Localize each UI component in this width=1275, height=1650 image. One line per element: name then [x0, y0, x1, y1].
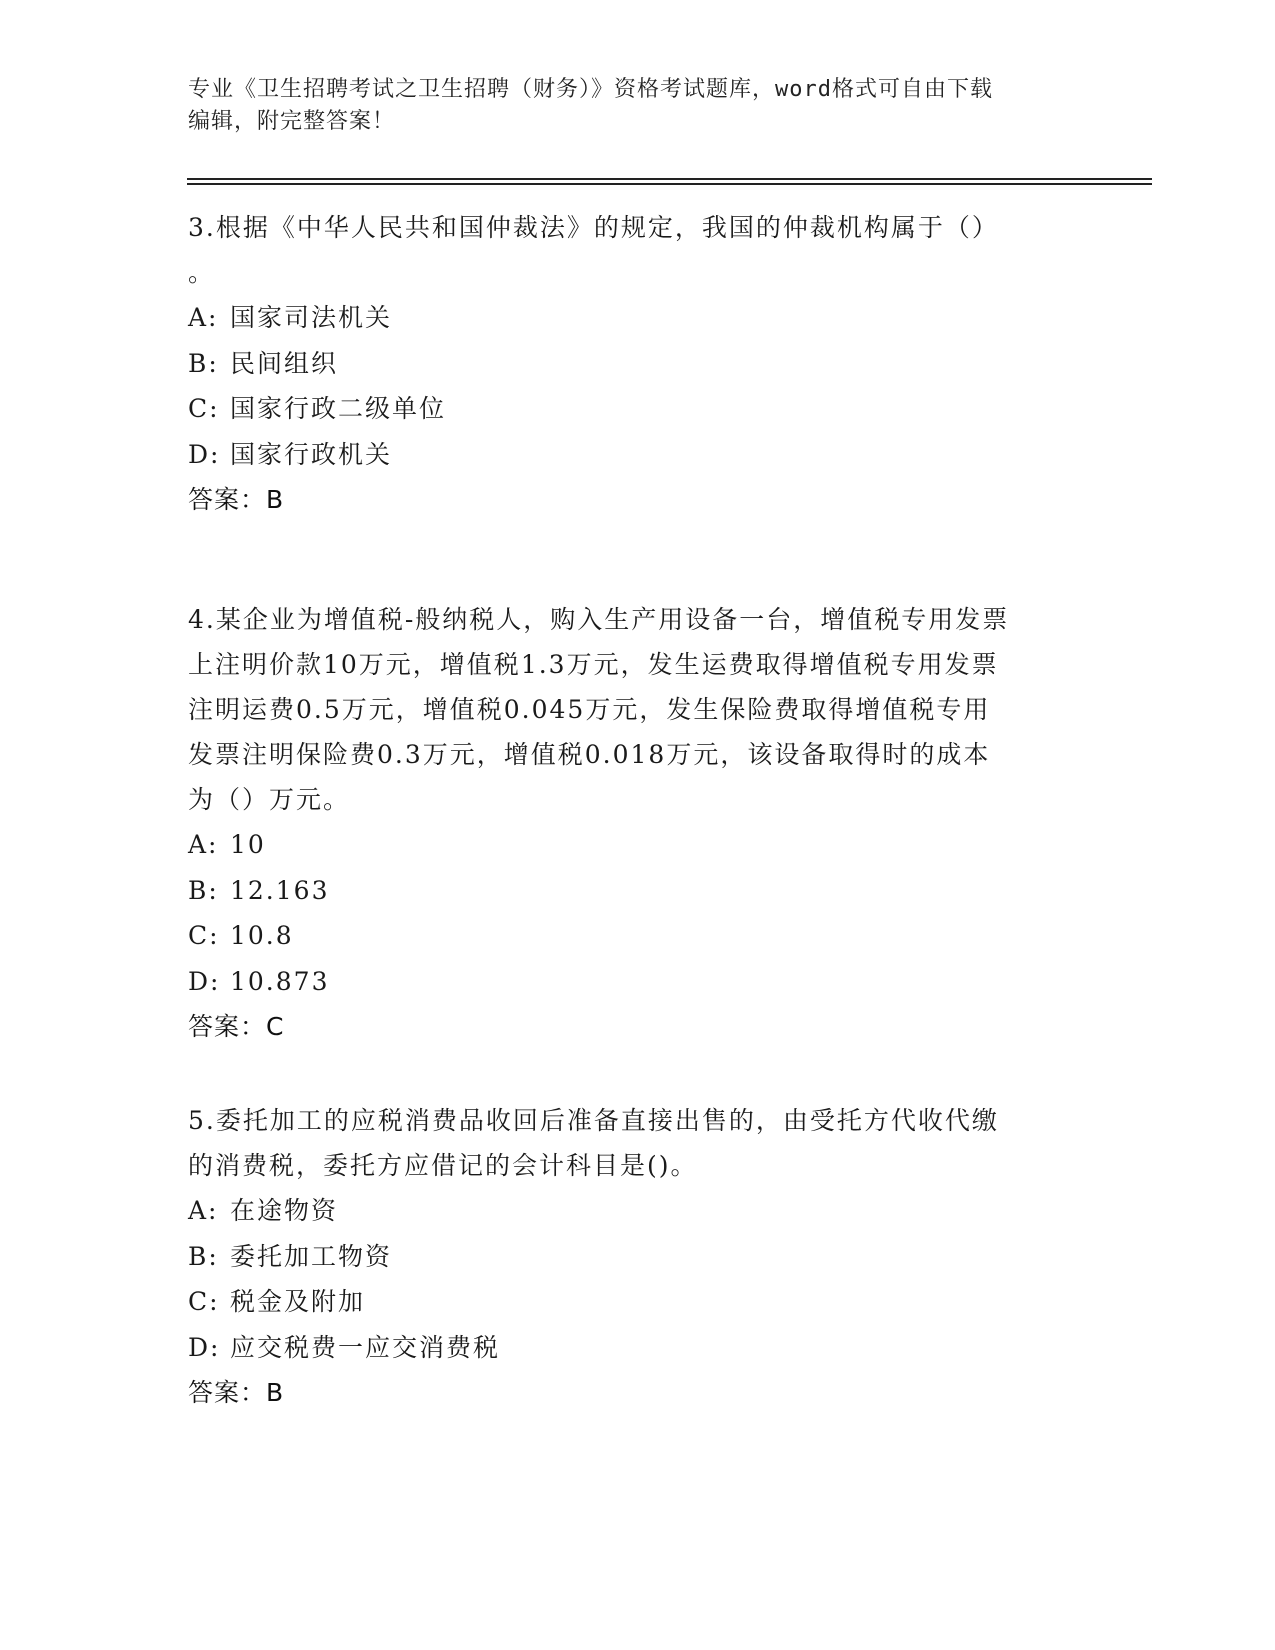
- option-list: [188, 295, 1068, 477]
- stem-line: 5.委托加工的应税消费品收回后准备直接出售的，由受托方代收代缴: [188, 1106, 999, 1135]
- option-b: B: 民间组织: [188, 348, 339, 378]
- option-d: D: 10.873: [188, 966, 330, 996]
- option-c: C: 10.8: [188, 921, 294, 950]
- option-a: A: 国家司法机关: [188, 303, 393, 332]
- stem-line: 3.根据《中华人民共和国仲裁法》的规定，我国的仲裁机构属于（）: [188, 213, 999, 242]
- option-b: B: 12.163: [188, 875, 330, 905]
- header-divider-bottom: [187, 183, 1152, 185]
- header-line-1: 专业《卫生招聘考试之卫生招聘（财务）》资格考试题库，word格式可自由下载: [188, 77, 993, 102]
- stem-line: 的消费税，委托方应借记的会计科目是()。: [188, 1151, 698, 1180]
- option-c: C: 国家行政二级单位: [188, 394, 447, 423]
- question-stem: [188, 205, 1068, 295]
- stem-line: 。: [188, 258, 216, 287]
- stem-line: 上注明价款10万元，增值税1.3万元，发生运费取得增值税专用发票: [188, 650, 999, 679]
- question-stem: [188, 1098, 1068, 1188]
- header-divider-top: [187, 178, 1152, 180]
- option-b: B: 委托加工物资: [188, 1241, 393, 1271]
- answer-line: 答案：C: [188, 1012, 285, 1041]
- option-c: C: 税金及附加: [188, 1287, 366, 1316]
- answer-line: 答案：B: [188, 1378, 285, 1407]
- question-stem: [188, 597, 1068, 822]
- option-list: [188, 822, 1068, 1004]
- option-d: D: 国家行政机关: [188, 439, 393, 469]
- option-a: A: 10: [188, 830, 266, 859]
- question-4: [188, 597, 1068, 1049]
- answer-line: 答案：B: [188, 485, 285, 514]
- question-5: [188, 1098, 1068, 1415]
- stem-line: 为（）万元。: [188, 785, 351, 814]
- document-header: [188, 74, 1068, 138]
- stem-line: 4.某企业为增值税-般纳税人，购入生产用设备一台，增值税专用发票: [188, 605, 1010, 634]
- option-list: [188, 1188, 1068, 1370]
- question-3: [188, 205, 1068, 522]
- option-a: A: 在途物资: [188, 1196, 339, 1225]
- option-d: D: 应交税费一应交消费税: [188, 1332, 501, 1362]
- stem-line: 发票注明保险费0.3万元，增值税0.018万元，该设备取得时的成本: [188, 740, 991, 769]
- stem-line: 注明运费0.5万元，增值税0.045万元，发生保险费取得增值税专用: [188, 695, 991, 724]
- header-line-2: 编辑，附完整答案！: [188, 109, 396, 134]
